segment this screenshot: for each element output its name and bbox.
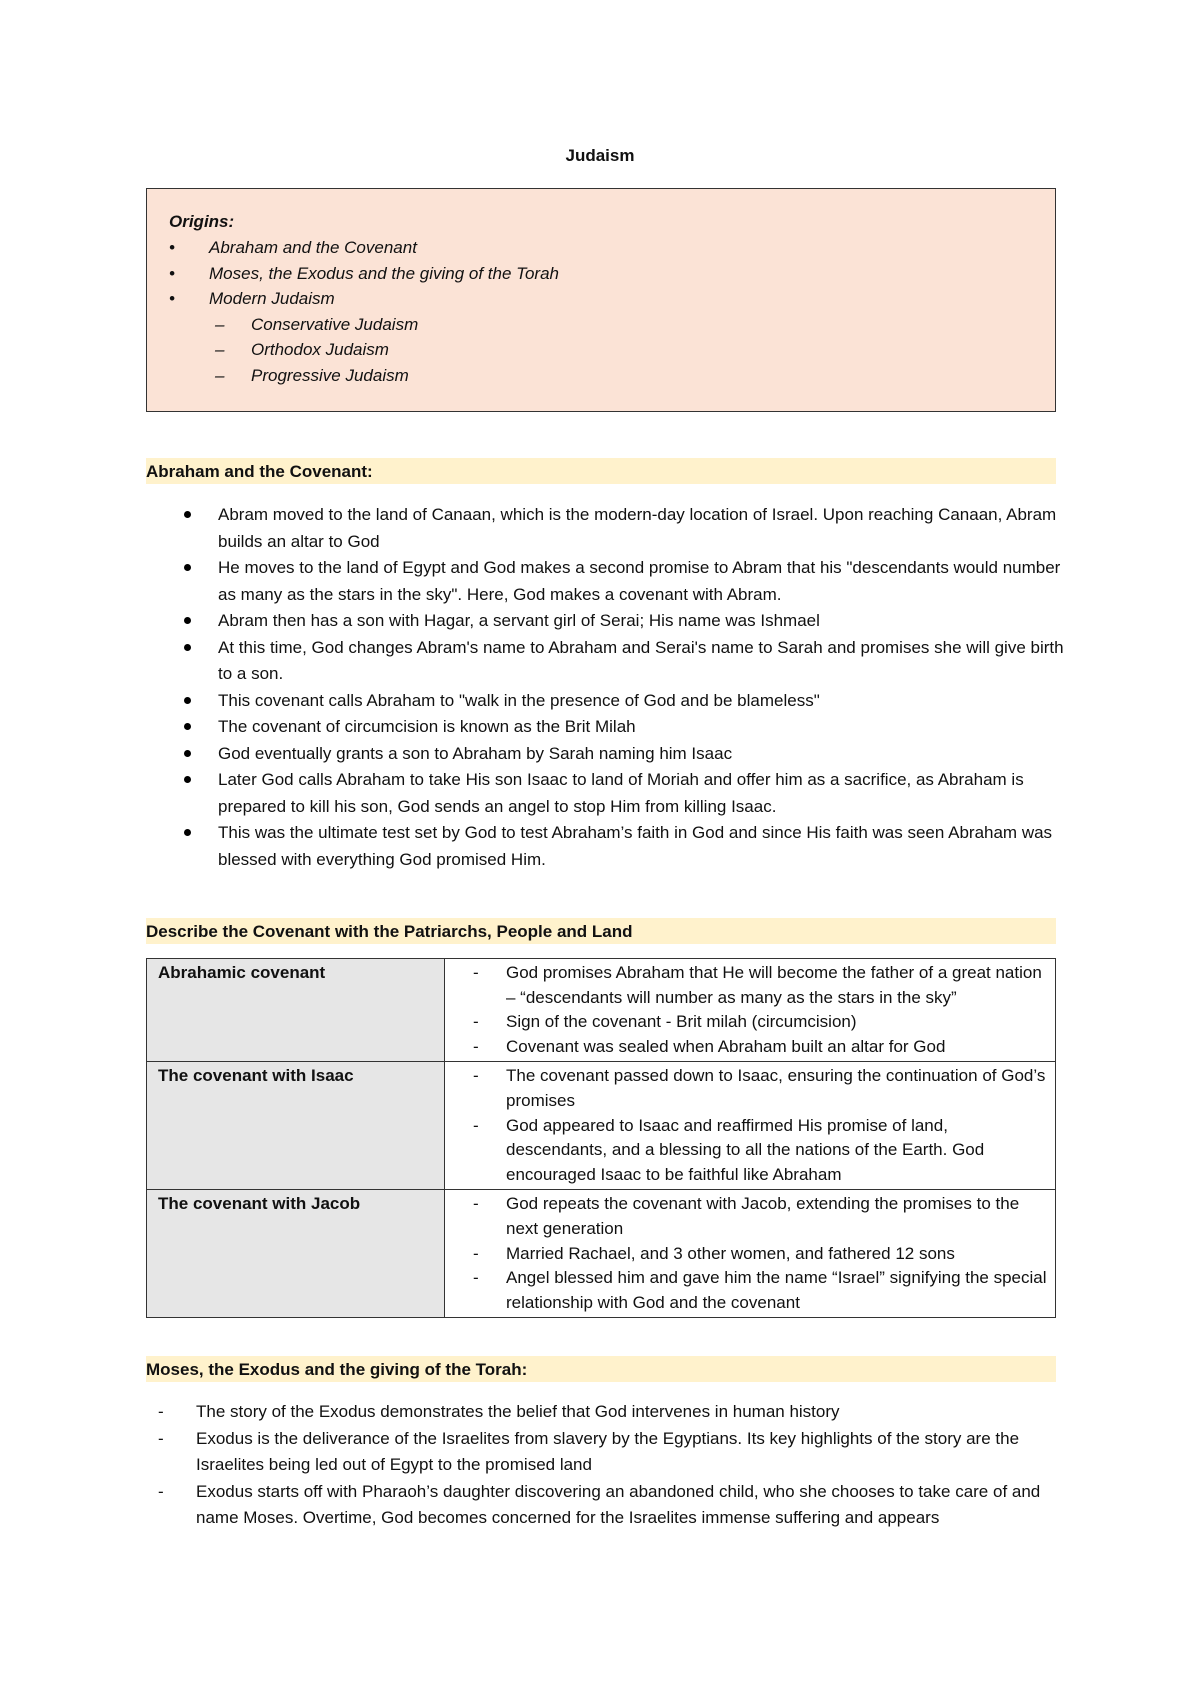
list-item	[146, 635, 1066, 688]
list-item-text: God repeats the covenant with Jacob, extending the promises to the next generation	[506, 1194, 1020, 1238]
list-item	[146, 741, 1066, 768]
dash-icon: -	[473, 1036, 479, 1056]
list-item	[146, 688, 1066, 715]
list-item-text: At this time, God changes Abram's name to Abraham and Serai's name to Sarah and promises she will give birth to a son.	[218, 637, 1064, 683]
list-item-text: God promises Abraham that He will become the father of a great nation – “descendants will number as many as the stars in the sky”	[506, 963, 1042, 1007]
list-item	[146, 714, 1066, 741]
list-item-text: Married Rachael, and 3 other women, and fathered 12 sons	[506, 1243, 955, 1263]
origins-subitem-text: Progressive Judaism	[251, 365, 409, 385]
bullet-icon: •	[169, 263, 175, 283]
list-item-text: Covenant was sealed when Abraham built an altar for God	[506, 1036, 946, 1056]
list-item	[445, 1035, 1055, 1060]
list-item-text: Abram then has a son with Hagar, a servant girl of Serai; His name was Ishmael	[218, 611, 820, 630]
list-item-text: Sign of the covenant - Brit milah (circumcision)	[506, 1012, 857, 1032]
dash-icon: -	[473, 1066, 479, 1086]
abraham-list	[146, 502, 1066, 873]
list-item	[445, 1192, 1055, 1241]
moses-section-heading: Moses, the Exodus and the giving of the Torah:	[146, 1356, 1056, 1382]
list-item	[445, 1010, 1055, 1035]
list-item	[445, 1064, 1055, 1113]
list-item	[146, 767, 1066, 820]
origins-heading: Origins:	[169, 212, 235, 231]
origins-item-text: Abraham and the Covenant	[209, 238, 417, 257]
dash-icon: -	[158, 1402, 164, 1421]
list-item-text: The covenant of circumcision is known as the Brit Milah	[218, 717, 636, 736]
dash-icon: -	[158, 1428, 164, 1448]
list-item	[146, 1426, 1066, 1479]
list-item-text: God appeared to Isaac and reaffirmed His promise of land, descendants, and a blessing to all the nations of the Earth. God encouraged Isaac to be faithful like Abraham	[506, 1115, 985, 1184]
dash-icon: -	[473, 1115, 479, 1135]
dash-icon: –	[215, 340, 225, 359]
list-item-text: Angel blessed him and gave him the name “Israel” signifying the special relationship with God and the covenant	[506, 1268, 1047, 1312]
bullet-icon	[184, 617, 191, 624]
origins-subitem-text: Conservative Judaism	[251, 314, 419, 334]
bullet-icon	[184, 776, 191, 783]
list-item-text: Exodus starts off with Pharaoh’s daughter discovering an abandoned child, who she chooses to take care of and name Moses. Overtime, God becomes concerned for the Israelites immense suffering and appears	[196, 1481, 1041, 1527]
list-item	[146, 502, 1066, 555]
origins-subitem-text: Orthodox Judaism	[251, 340, 389, 359]
bullet-icon	[184, 829, 191, 836]
dash-icon: –	[215, 365, 225, 385]
list-item	[146, 1399, 1066, 1426]
bullet-icon	[184, 511, 191, 518]
list-item-text: The story of the Exodus demonstrates the belief that God intervenes in human history	[196, 1402, 840, 1421]
list-item-text: The covenant passed down to Isaac, ensuring the continuation of God’s promises	[506, 1066, 1046, 1110]
document-title: Judaism	[565, 146, 635, 165]
list-item	[445, 1242, 1055, 1267]
list-item-text: God eventually grants a son to Abraham by Sarah naming him Isaac	[218, 743, 733, 763]
dash-icon: -	[473, 1268, 479, 1288]
list-item	[146, 608, 1066, 635]
list-item-text: Exodus is the deliverance of the Israelites from slavery by the Egyptians. Its key highlights of the story are the Israelites being led out of Egypt to the promised land	[196, 1428, 1020, 1474]
list-item-text: Later God calls Abraham to take His son Isaac to land of Moriah and offer him as a sacrifice, as Abraham is prepared to kill his son, God sends an angel to stop Him from killing Isaac.	[218, 770, 1024, 816]
origins-item-text: Modern Judaism	[209, 289, 335, 308]
dash-icon: -	[473, 1243, 479, 1263]
table-row-content	[445, 1062, 1056, 1190]
abraham-section-heading: Abraham and the Covenant:	[146, 458, 1056, 484]
bullet-icon	[184, 723, 191, 730]
table-row-content	[445, 959, 1056, 1062]
list-item	[445, 961, 1055, 1010]
table-row	[147, 1190, 1056, 1318]
table-row-label: Abrahamic covenant	[147, 959, 445, 1062]
dash-icon: -	[158, 1481, 164, 1501]
origins-item	[169, 236, 1055, 262]
origins-item	[169, 262, 1055, 288]
list-item	[146, 1479, 1066, 1532]
list-item	[146, 555, 1066, 608]
origins-subitem	[169, 338, 1055, 364]
list-item-text: He moves to the land of Egypt and God makes a second promise to Abram that his "descendants would number as many as the stars in the sky". Here, God makes a covenant with Abram.	[218, 558, 1061, 604]
dash-icon: -	[473, 1194, 479, 1214]
list-item	[445, 1114, 1055, 1188]
list-item-text: This was the ultimate test set by God to test Abraham’s faith in God and since His faith was seen Abraham was blessed with everything God promised Him.	[218, 823, 1053, 869]
bullet-icon	[184, 697, 191, 704]
covenant-section-heading: Describe the Covenant with the Patriarchs, People and Land	[146, 918, 1056, 944]
origins-subitem	[169, 313, 1055, 339]
bullet-icon	[184, 750, 191, 757]
table-row-content	[445, 1190, 1056, 1318]
bullet-icon: •	[169, 289, 175, 308]
origins-item-text: Moses, the Exodus and the giving of the Torah	[209, 263, 559, 283]
origins-item	[169, 287, 1055, 313]
bullet-icon	[184, 564, 191, 571]
table-row-label: The covenant with Jacob	[147, 1190, 445, 1318]
dash-icon: –	[215, 314, 225, 334]
bullet-icon	[184, 644, 191, 651]
table-row	[147, 1062, 1056, 1190]
bullet-icon: •	[169, 238, 175, 257]
list-item-text: Abram moved to the land of Canaan, which is the modern-day location of Israel. Upon reaching Canaan, Abram builds an altar to God	[218, 505, 1057, 551]
covenant-table	[146, 958, 1056, 1318]
origins-subitem	[169, 364, 1055, 390]
table-row	[147, 959, 1056, 1062]
list-item-text: This covenant calls Abraham to "walk in the presence of God and be blameless"	[218, 690, 820, 710]
dash-icon: -	[473, 963, 479, 982]
list-item	[146, 820, 1066, 873]
moses-list	[146, 1399, 1066, 1532]
list-item	[445, 1266, 1055, 1315]
origins-box	[146, 188, 1056, 412]
table-row-label: The covenant with Isaac	[147, 1062, 445, 1190]
dash-icon: -	[473, 1012, 479, 1032]
